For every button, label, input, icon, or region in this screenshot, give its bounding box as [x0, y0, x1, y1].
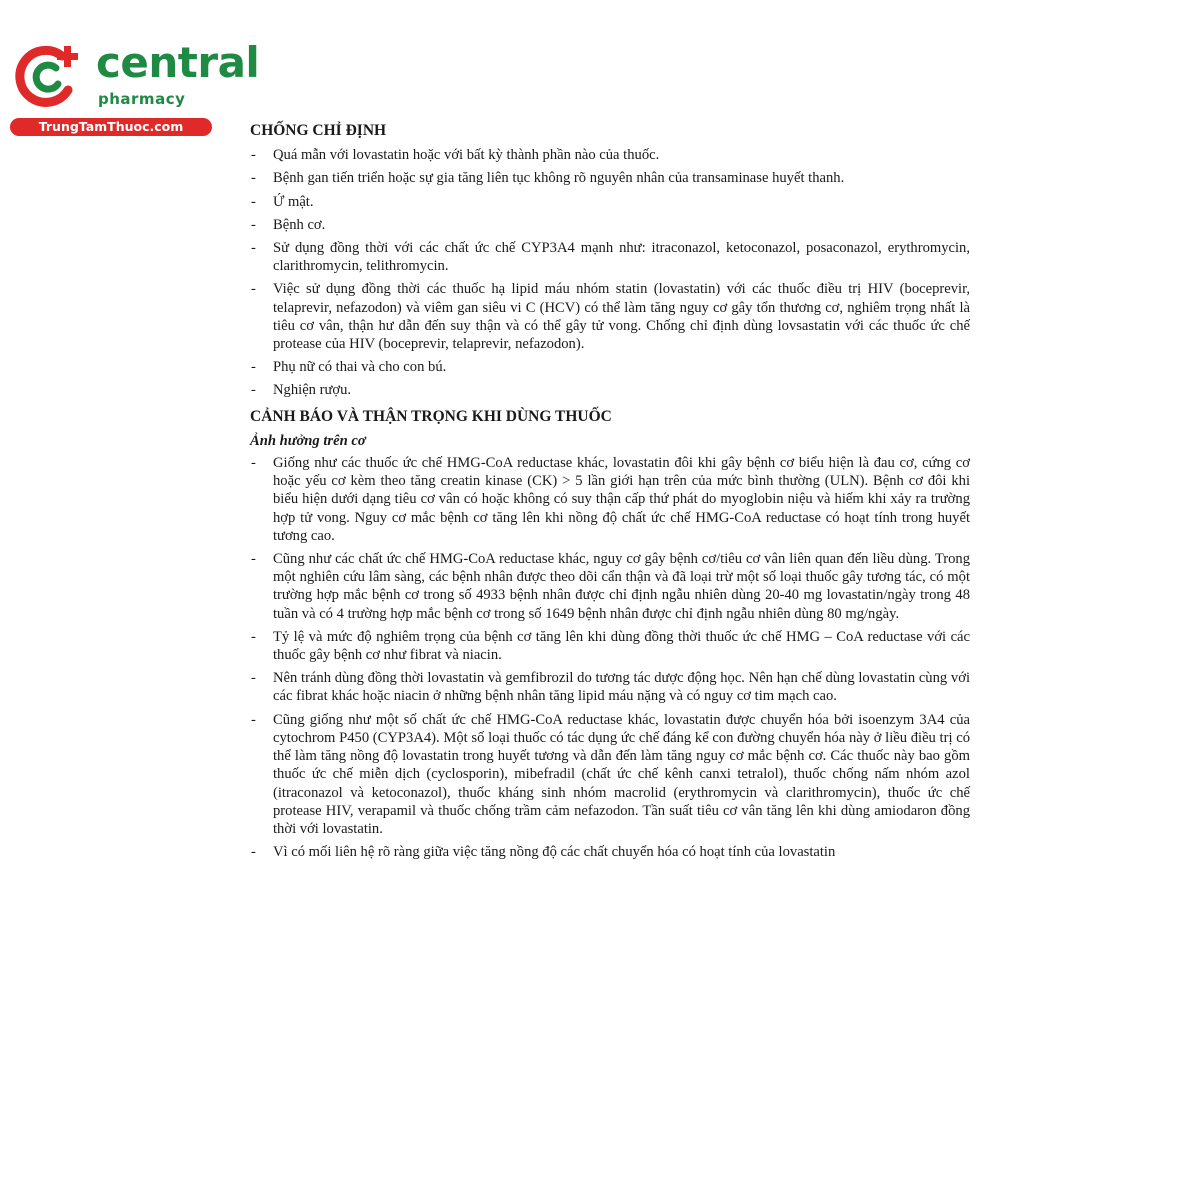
warning-list [250, 454, 970, 861]
brand-tagline: pharmacy [98, 90, 186, 108]
list-item: - Bệnh cơ. [250, 216, 970, 234]
section-contraindications [250, 122, 970, 400]
brand-name: central [96, 38, 260, 87]
list-item: - Nghiện rượu. [250, 381, 970, 399]
section-heading: CHỐNG CHỈ ĐỊNH [250, 122, 387, 139]
list-item: - Phụ nữ có thai và cho con bú. [250, 358, 970, 376]
section-warnings [250, 408, 970, 862]
section-subheading: Ảnh hưởng trên cơ [250, 432, 366, 449]
list-item: - Tỷ lệ và mức độ nghiêm trọng của bệnh cơ tăng lên khi dùng đồng thời thuốc ức chế HMG – CoA reductase với các thuốc gây bệnh cơ như fibrat và niacin. [250, 628, 970, 664]
document-body [250, 122, 970, 869]
list-item: - Giống như các thuốc ức chế HMG-CoA reductase khác, lovastatin đôi khi gây bệnh cơ biểu hiện là đau cơ, cứng cơ hoặc yếu cơ kèm theo tăng creatin kinase (CK) > 5 lần giới hạn trên của mức bình thường (ULN). Bệnh cơ đôi khi biểu hiện dưới dạng tiêu cơ vân có hoặc không có suy thận cấp thứ phát do myoglobin niệu và hiếm khi xảy ra trường hợp tử vong. Nguy cơ mắc bệnh cơ tăng lên khi nồng độ chất ức chế HMG-CoA reductase có hoạt tính trong huyết tương cao. [250, 454, 970, 545]
list-item: - Vì có mối liên hệ rõ ràng giữa việc tăng nồng độ các chất chuyển hóa có hoạt tính của lovastatin [250, 843, 970, 861]
contraindication-list [250, 146, 970, 399]
list-item: - Cũng như các chất ức chế HMG-CoA reductase khác, nguy cơ gây bệnh cơ/tiêu cơ vân liên quan đến liều dùng. Trong một nghiên cứu lâm sàng, các bệnh nhân được theo dõi cẩn thận và đã loại trừ một số loại thuốc gây tương tác, có một trường hợp mắc bệnh cơ trong số 4933 bệnh nhân được chỉ định ngẫu nhiên dùng 20-40 mg lovastatin/ngày trong 48 tuần và có 4 trường hợp mắc bệnh cơ trong số 1649 bệnh nhân được chỉ định ngẫu nhiên dùng 80 mg/ngày. [250, 550, 970, 623]
list-item: - Nên tránh dùng đồng thời lovastatin và gemfibrozil do tương tác dược động học. Nên hạn chế dùng lovastatin cùng với các fibrat khác hoặc niacin ở những bệnh nhân tăng lipid máu nặng và có nguy cơ tim mạch cao. [250, 669, 970, 705]
list-item: - Cũng giống như một số chất ức chế HMG-CoA reductase khác, lovastatin được chuyển hóa bởi isoenzym 3A4 của cytochrom P450 (CYP3A4). Một số loại thuốc có tác dụng ức chế đáng kể con đường chuyển hóa này ở liều điều trị có thể làm tăng nồng độ lovastatin trong huyết tương và dẫn đến làm tăng nguy cơ mắc bệnh cơ. Các thuốc này bao gồm thuốc ức chế miễn dịch (cyclosporin), mibefradil (chất ức chế kênh canxi tetralol), thuốc chống nấm nhóm azol (itraconazol và ketoconazol), thuốc kháng sinh nhóm macrolid (erythromycin và clarithromycin), thuốc ức chế protease HIV, verapamil và thuốc chống trầm cảm nefazodon. Tần suất tiêu cơ vân tăng lên khi dùng amiodaron đồng thời với lovastatin. [250, 711, 970, 838]
central-pharmacy-logo [8, 38, 260, 138]
brand-site-badge: TrungTamThuoc.com [10, 118, 212, 136]
list-item: - Việc sử dụng đồng thời các thuốc hạ lipid máu nhóm statin (lovastatin) với các thuốc điều trị HIV (boceprevir, telaprevir, nefazodon) và viêm gan siêu vi C (HCV) có thể làm tăng nguy cơ gây tổn thương cơ, nghiêm trọng nhất là tiêu cơ vân, thận hư dẫn đến suy thận và có thể gây tử vong. Chống chỉ định dùng lovsastatin với các thuốc ức chế protease của HIV (boceprevir, telaprevir, nefazodon). [250, 280, 970, 353]
section-heading: CẢNH BÁO VÀ THẬN TRỌNG KHI DÙNG THUỐC [250, 407, 612, 425]
list-item: - Sử dụng đồng thời với các chất ức chế CYP3A4 mạnh như: itraconazol, ketoconazol, posaconazol, erythromycin, clarithromycin, telithromycin. [250, 239, 970, 275]
list-item: - Ứ mật. [250, 193, 970, 211]
pharmacy-cross-logo-icon [12, 40, 84, 112]
list-item: - Bệnh gan tiến triển hoặc sự gia tăng liên tục không rõ nguyên nhân của transaminase huyết thanh. [250, 169, 970, 187]
list-item: - Quá mẫn với lovastatin hoặc với bất kỳ thành phần nào của thuốc. [250, 146, 970, 164]
